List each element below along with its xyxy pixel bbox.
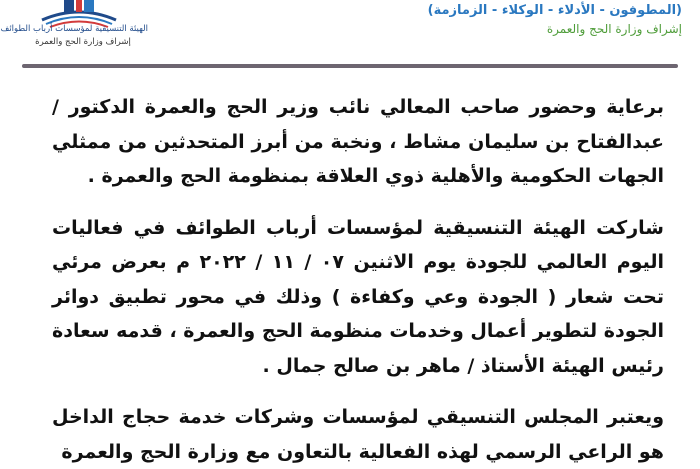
organization-logo bbox=[0, 0, 148, 54]
header-divider bbox=[22, 64, 678, 68]
document-body bbox=[52, 90, 664, 469]
logo-supervision-text: إشراف وزارة الحج والعمرة bbox=[35, 37, 131, 47]
header-subtitle: (المطوفون - الأدلاء - الوكلاء - الزمازمة) bbox=[427, 3, 682, 18]
paragraph-3: ويعتبر المجلس التنسيقي لمؤسسات وشركات خدمة حجاج الداخل هو الراعي الرسمي لهذه الفعالية بالتعاون مع وزارة الحج والعمرة bbox=[52, 406, 664, 463]
paragraph-1: برعاية وحضور صاحب المعالي نائب وزير الحج والعمرة الدكتور / عبدالفتاح بن سليمان مشاط ، ونخبة من أبرز المتحدثين من ممثلي الجهات الحكومية والأهلية ذوي العلاقة بمنظومة الحج والعمرة . bbox=[52, 96, 664, 187]
header-supervision: إشراف وزارة الحج والعمرة bbox=[546, 22, 682, 36]
paragraph-2: شاركت الهيئة التنسيقية لمؤسسات أرباب الطوائف في فعاليات اليوم العالمي للجودة يوم الاثنين ٠٧ / ١١ / ٢٠٢٢ م بعرض مرئي تحت شعار ( الجودة وعي وكفاءة ) وذلك في محور تطبيق دوائر الجودة لتطوير أعمال وخدمات منظومة الحج والعمرة ، قدمه سعادة رئيس الهيئة الأستاذ / ماهر بن صالح جمال . bbox=[52, 216, 664, 377]
letterhead bbox=[0, 0, 700, 66]
logo-name-text: الهيئة التنسيقية لمؤسسات أرباب الطوائف bbox=[0, 24, 148, 34]
